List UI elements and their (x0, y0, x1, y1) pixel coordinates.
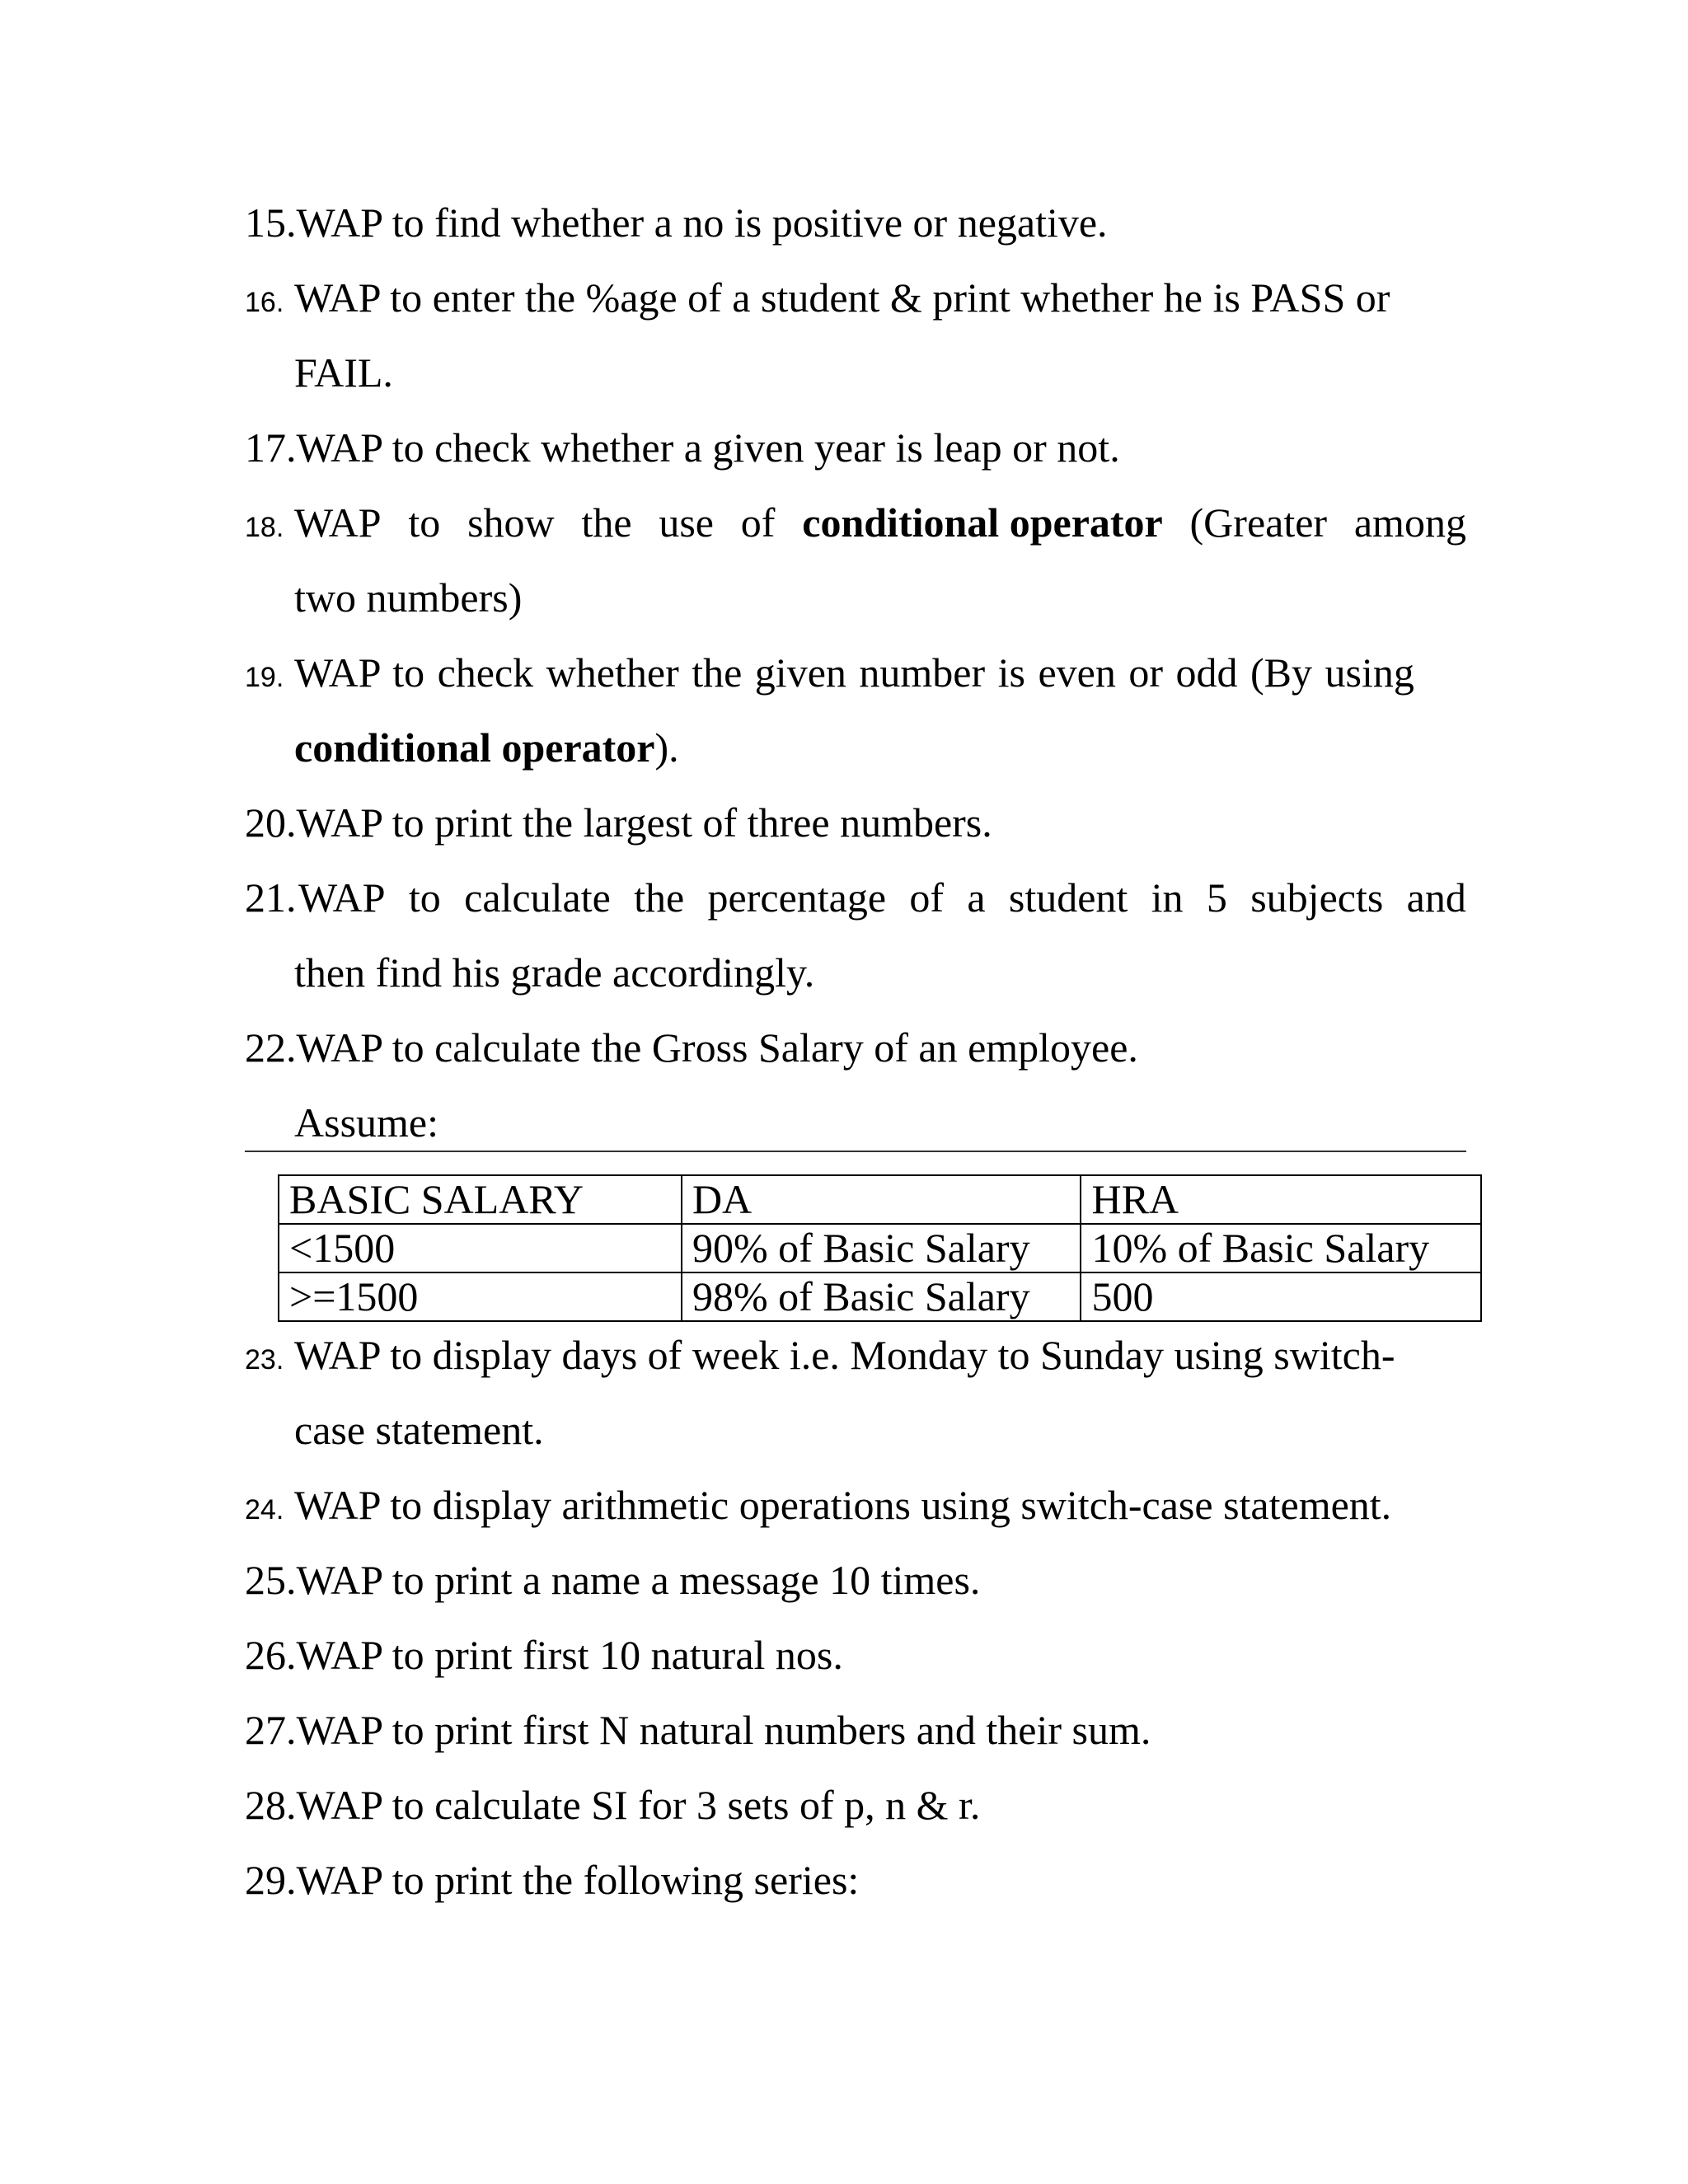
item-16-line1 (294, 273, 1390, 322)
item-28 (245, 1780, 980, 1830)
item-21-line1: WAP to calculate the percentage of a student in 5 subjects and (298, 874, 1466, 921)
item-26 (245, 1630, 843, 1680)
item-25 (245, 1555, 980, 1605)
item-number: 22. (245, 1024, 297, 1071)
item-number: 15. (245, 199, 297, 246)
item-number: 20. (245, 799, 297, 846)
assume-label: Assume: (294, 1099, 438, 1146)
bold-term: conditional operator (294, 724, 655, 771)
item-23-line1: WAP to display days of week i.e. Monday to Sunday using switch- (294, 1332, 1395, 1378)
item-23-line2: case statement. (294, 1407, 544, 1453)
item-text: WAP to calculate the Gross Salary of an employee. (296, 1024, 1138, 1071)
item-18-line1: WAP to show the use of conditional operator (Greater among (294, 499, 1466, 546)
table-cell: <1500 (279, 1224, 682, 1272)
item-number: 16. (245, 287, 284, 318)
item-15 (245, 198, 1108, 247)
item-text: WAP to find whether a no is positive or negative. (296, 199, 1108, 246)
item-text: WAP to print first N natural numbers and their sum. (296, 1707, 1151, 1753)
item-text: WAP to print the following series: (296, 1857, 860, 1903)
item-22 (245, 1023, 1138, 1072)
item-18-line2: two numbers) (294, 574, 523, 621)
item-text: WAP to print a name a message 10 times. (296, 1557, 981, 1603)
item-18-number: 18. (245, 512, 284, 543)
item-23-number: 23. (245, 1344, 284, 1376)
table-cell: 90% of Basic Salary (682, 1224, 1081, 1272)
salary-table (278, 1174, 1482, 1322)
table-header-cell: DA (682, 1175, 1081, 1224)
item-text: WAP to print the largest of three numbers. (296, 799, 992, 846)
item-20 (245, 798, 992, 847)
bold-term: conditional operator (802, 499, 1163, 546)
item-number: 29. (245, 1857, 297, 1903)
table-row (279, 1272, 1481, 1321)
item-text: WAP to check whether a given year is leap or not. (296, 424, 1120, 471)
item-17 (245, 423, 1120, 472)
item-16 (245, 273, 284, 327)
table-header-cell: HRA (1081, 1175, 1481, 1224)
table-cell: >=1500 (279, 1272, 682, 1321)
item-24-number: 24. (245, 1494, 284, 1526)
item-29 (245, 1855, 859, 1905)
item-19-line1: WAP to check whether the given number is even or odd (By using (294, 649, 1414, 696)
item-19-line2: conditional operator). (294, 724, 679, 771)
item-19-number: 19. (245, 662, 284, 693)
item-text: WAP to calculate SI for 3 sets of p, n & r. (296, 1782, 981, 1828)
table-row (279, 1224, 1481, 1272)
table-cell: 500 (1081, 1272, 1481, 1321)
item-number: 17. (245, 424, 297, 471)
item-number: 26. (245, 1632, 297, 1678)
item-text: WAP to enter the %age of a student & print whether he is PASS or (294, 274, 1390, 321)
item-21-number: 21. (245, 874, 297, 921)
item-27 (245, 1705, 1151, 1755)
table-cell: 10% of Basic Salary (1081, 1224, 1481, 1272)
divider (245, 1151, 1466, 1152)
item-21-line2: then find his grade accordingly. (294, 949, 815, 996)
item-number: 25. (245, 1557, 297, 1603)
item-number: 28. (245, 1782, 297, 1828)
table-header-cell: BASIC SALARY (279, 1175, 682, 1224)
item-text: WAP to print first 10 natural nos. (296, 1632, 843, 1678)
table-cell: 98% of Basic Salary (682, 1272, 1081, 1321)
item-text-cont: FAIL. (294, 349, 393, 396)
item-number: 27. (245, 1707, 297, 1753)
item-16-line2 (294, 348, 393, 397)
table-header-row (279, 1175, 1481, 1224)
item-24: WAP to display arithmetic operations using switch-case statement. (294, 1482, 1392, 1528)
